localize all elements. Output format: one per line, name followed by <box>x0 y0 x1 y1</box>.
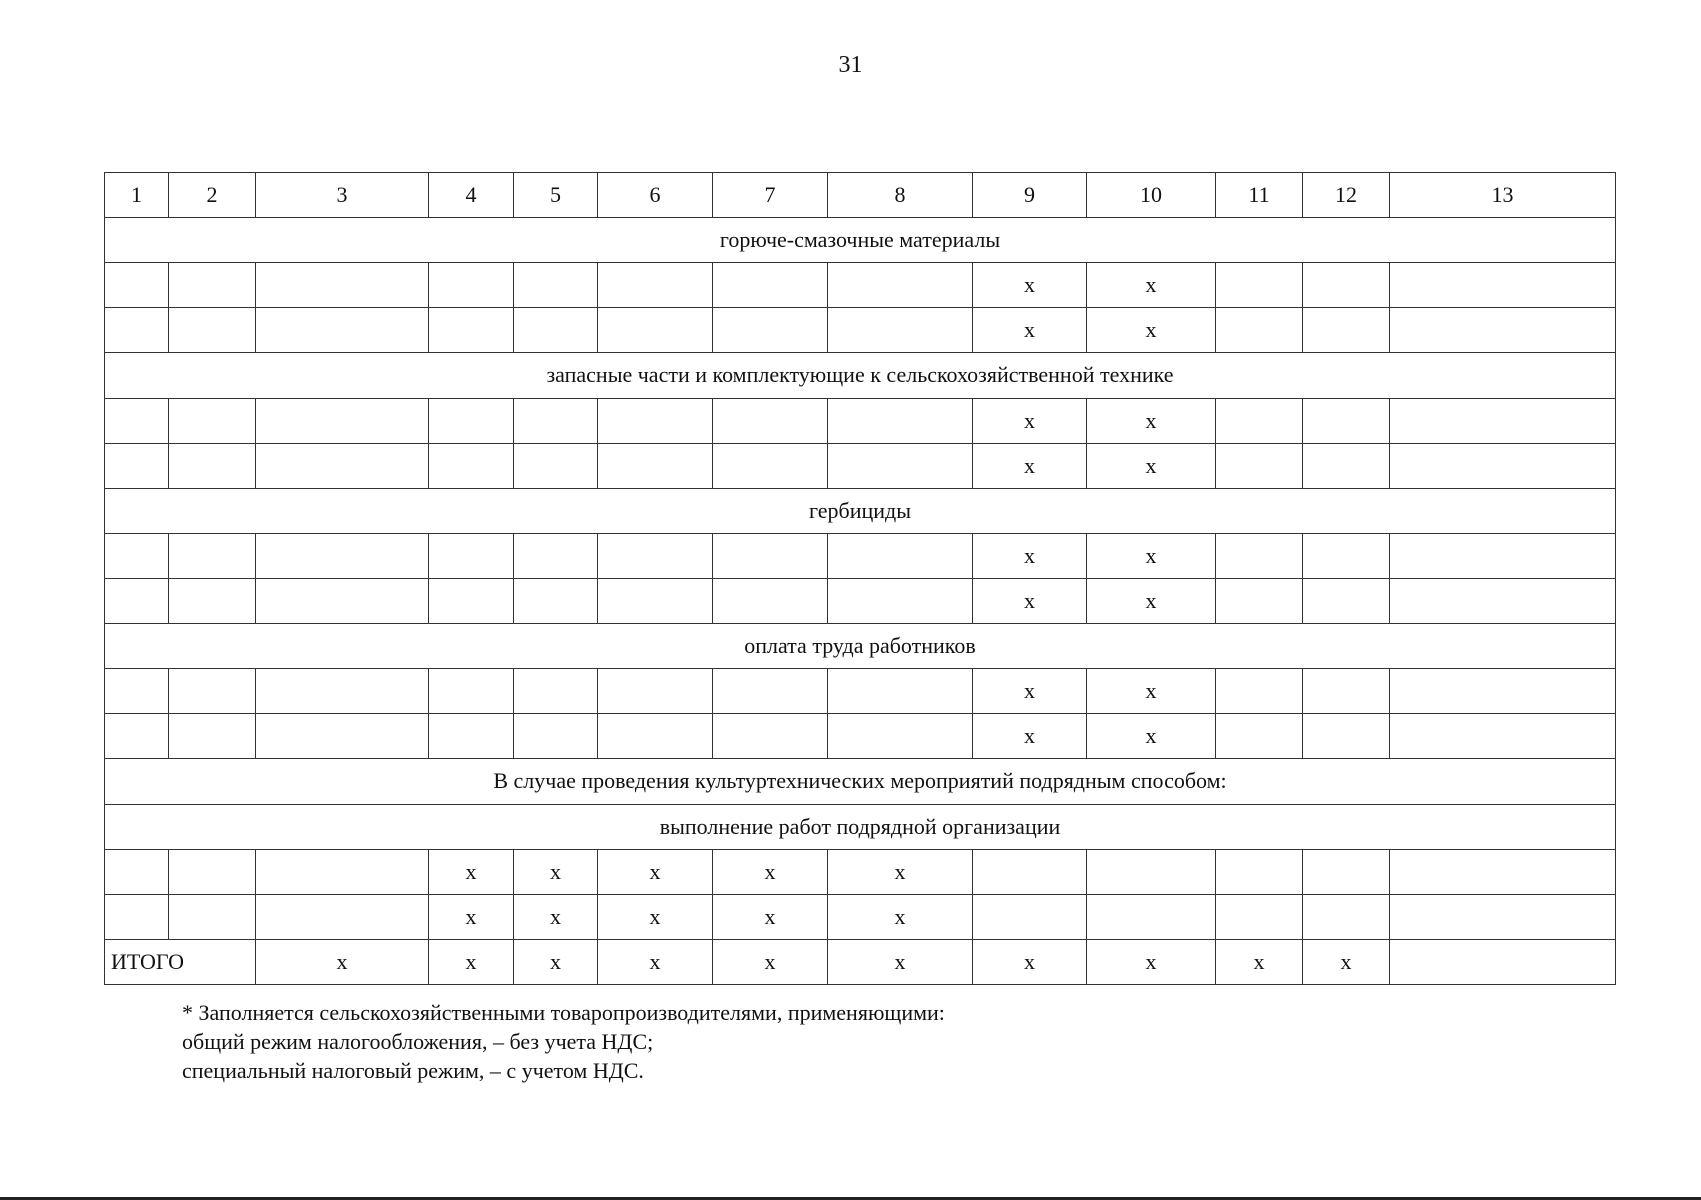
table-cell <box>828 263 973 308</box>
table-cell: х <box>429 849 514 894</box>
table-cell <box>828 398 973 443</box>
table-cell <box>828 714 973 759</box>
section-title: запасные части и комплектующие к сельскохозяйственной технике <box>105 353 1616 398</box>
table-cell <box>169 849 256 894</box>
table-cell: х <box>973 669 1087 714</box>
table-cell <box>1390 714 1616 759</box>
table-cell <box>169 533 256 578</box>
table-cell: х <box>598 894 713 939</box>
table-cell <box>713 443 828 488</box>
table-cell <box>105 398 169 443</box>
table-cell <box>514 443 598 488</box>
table-cell <box>1303 263 1390 308</box>
table-row <box>105 398 1616 443</box>
table-cell: х <box>973 308 1087 353</box>
table-cell <box>973 894 1087 939</box>
table-cell: х <box>973 714 1087 759</box>
table-cell <box>598 669 713 714</box>
table-cell <box>1216 669 1303 714</box>
table-cell: х <box>1087 533 1216 578</box>
table-cell <box>828 533 973 578</box>
table-cell: х <box>1087 578 1216 623</box>
table-cell <box>1216 849 1303 894</box>
column-number-cell: 3 <box>256 173 429 218</box>
table-cell <box>169 714 256 759</box>
table-cell <box>1390 533 1616 578</box>
table-row <box>105 714 1616 759</box>
column-number-cell: 9 <box>973 173 1087 218</box>
table-cell <box>256 578 429 623</box>
column-number-cell: 1 <box>105 173 169 218</box>
total-row <box>105 939 1616 984</box>
table-cell <box>169 398 256 443</box>
table-cell <box>105 578 169 623</box>
table-row <box>105 533 1616 578</box>
table-cell <box>429 443 514 488</box>
table-cell <box>1216 263 1303 308</box>
table-cell <box>105 849 169 894</box>
section-row <box>105 218 1616 263</box>
table-cell <box>105 443 169 488</box>
total-cell <box>1390 939 1616 984</box>
table-cell <box>1216 894 1303 939</box>
table-cell: х <box>514 894 598 939</box>
table-cell <box>514 533 598 578</box>
table-cell <box>713 669 828 714</box>
total-cell: х <box>429 939 514 984</box>
table-row <box>105 669 1616 714</box>
table-cell <box>1390 443 1616 488</box>
table-body <box>105 173 1616 985</box>
table-cell <box>598 443 713 488</box>
section-title: гербициды <box>105 488 1616 533</box>
table-cell: х <box>973 443 1087 488</box>
table-cell <box>514 714 598 759</box>
table-cell <box>256 308 429 353</box>
table-cell <box>598 714 713 759</box>
table-cell <box>598 263 713 308</box>
table-cell <box>1087 894 1216 939</box>
section-row <box>105 488 1616 533</box>
table-cell <box>1303 894 1390 939</box>
table-row <box>105 263 1616 308</box>
table-cell <box>105 894 169 939</box>
table-cell <box>1216 308 1303 353</box>
table-cell <box>429 714 514 759</box>
table-cell <box>713 398 828 443</box>
table-cell <box>1216 533 1303 578</box>
column-number-row <box>105 173 1616 218</box>
total-cell: х <box>1216 939 1303 984</box>
table-cell: х <box>713 849 828 894</box>
total-cell: х <box>828 939 973 984</box>
column-number-cell: 8 <box>828 173 973 218</box>
table-cell <box>828 443 973 488</box>
table-row <box>105 894 1616 939</box>
section-row <box>105 759 1616 804</box>
footnote-line: общий режим налогообложения, – без учета НДС; <box>182 1029 654 1054</box>
table-cell <box>429 578 514 623</box>
section-row <box>105 624 1616 669</box>
column-number-cell: 11 <box>1216 173 1303 218</box>
table-row <box>105 443 1616 488</box>
table-cell <box>1390 308 1616 353</box>
table-cell <box>1303 308 1390 353</box>
table-cell <box>1303 849 1390 894</box>
table-cell: х <box>1087 443 1216 488</box>
section-row <box>105 353 1616 398</box>
column-number-cell: 12 <box>1303 173 1390 218</box>
table-cell <box>973 849 1087 894</box>
table-cell: х <box>973 263 1087 308</box>
table-cell <box>713 263 828 308</box>
section-title: В случае проведения культуртехнических мероприятий подрядным способом: <box>105 759 1616 804</box>
table-cell <box>713 308 828 353</box>
table-cell: х <box>973 533 1087 578</box>
column-number-cell: 7 <box>713 173 828 218</box>
table-cell <box>1303 714 1390 759</box>
table-cell: х <box>1087 263 1216 308</box>
table-cell: х <box>429 894 514 939</box>
table-cell <box>1216 398 1303 443</box>
column-number-cell: 10 <box>1087 173 1216 218</box>
total-cell: х <box>598 939 713 984</box>
table-cell <box>256 398 429 443</box>
table-cell <box>1087 849 1216 894</box>
table-cell <box>105 533 169 578</box>
table-cell <box>169 443 256 488</box>
table-cell <box>713 714 828 759</box>
table-cell <box>256 443 429 488</box>
table-cell <box>1390 578 1616 623</box>
table-cell <box>1303 533 1390 578</box>
table-cell: х <box>973 398 1087 443</box>
table-cell <box>169 578 256 623</box>
table-cell <box>256 669 429 714</box>
table-cell <box>514 263 598 308</box>
table-cell <box>1216 714 1303 759</box>
table-cell <box>713 533 828 578</box>
table-cell <box>169 308 256 353</box>
table-cell <box>1390 263 1616 308</box>
table-cell <box>169 669 256 714</box>
table-cell <box>256 263 429 308</box>
table-cell: х <box>828 849 973 894</box>
table-cell <box>169 263 256 308</box>
table-row <box>105 849 1616 894</box>
table-cell <box>828 308 973 353</box>
total-label: ИТОГО <box>105 939 256 984</box>
table-cell: х <box>1087 714 1216 759</box>
total-cell: х <box>973 939 1087 984</box>
column-number-cell: 13 <box>1390 173 1616 218</box>
section-title: горюче-смазочные материалы <box>105 218 1616 263</box>
table-cell <box>1390 894 1616 939</box>
footnote-line: * Заполняется сельскохозяйственными товаропроизводителями, применяющими: <box>182 1000 945 1025</box>
table-cell <box>514 578 598 623</box>
table-cell <box>429 398 514 443</box>
table-cell <box>1390 398 1616 443</box>
table-cell <box>828 669 973 714</box>
footnote <box>182 998 945 1085</box>
table-cell <box>1390 849 1616 894</box>
total-cell: х <box>256 939 429 984</box>
table-cell <box>256 849 429 894</box>
table-cell <box>105 669 169 714</box>
column-number-cell: 6 <box>598 173 713 218</box>
table-cell <box>598 533 713 578</box>
total-cell: х <box>1087 939 1216 984</box>
table-cell <box>105 308 169 353</box>
column-number-cell: 2 <box>169 173 256 218</box>
table-cell <box>1216 578 1303 623</box>
table-cell <box>1303 578 1390 623</box>
table-cell: х <box>514 849 598 894</box>
table-cell <box>256 714 429 759</box>
table-cell <box>514 308 598 353</box>
data-table <box>104 172 1616 985</box>
section-title: оплата труда работников <box>105 624 1616 669</box>
table-cell <box>514 398 598 443</box>
table-cell <box>713 578 828 623</box>
table-cell: х <box>1087 398 1216 443</box>
table-row <box>105 578 1616 623</box>
table-cell <box>429 533 514 578</box>
table-cell <box>1303 669 1390 714</box>
total-cell: х <box>1303 939 1390 984</box>
column-number-cell: 5 <box>514 173 598 218</box>
table-cell <box>256 894 429 939</box>
table-cell: х <box>1087 669 1216 714</box>
table-cell <box>105 714 169 759</box>
column-number-cell: 4 <box>429 173 514 218</box>
total-cell: х <box>713 939 828 984</box>
section-row <box>105 804 1616 849</box>
table-cell <box>1303 443 1390 488</box>
table-cell <box>429 308 514 353</box>
table-cell <box>429 263 514 308</box>
table-cell <box>256 533 429 578</box>
table-cell <box>429 669 514 714</box>
table-cell <box>598 398 713 443</box>
section-title: выполнение работ подрядной организации <box>105 804 1616 849</box>
table-cell <box>1303 398 1390 443</box>
table-cell: х <box>598 849 713 894</box>
table-cell <box>828 578 973 623</box>
table-cell: х <box>713 894 828 939</box>
page-number: 31 <box>838 52 863 78</box>
table-cell <box>598 578 713 623</box>
table-cell: х <box>973 578 1087 623</box>
table-cell <box>514 669 598 714</box>
footnote-line: специальный налоговый режим, – с учетом НДС. <box>182 1058 644 1083</box>
table-cell <box>598 308 713 353</box>
table-cell <box>1390 669 1616 714</box>
table-cell: х <box>1087 308 1216 353</box>
table-row <box>105 308 1616 353</box>
table-cell: х <box>828 894 973 939</box>
total-cell: х <box>514 939 598 984</box>
table-cell <box>105 263 169 308</box>
table-cell <box>169 894 256 939</box>
table-cell <box>1216 443 1303 488</box>
